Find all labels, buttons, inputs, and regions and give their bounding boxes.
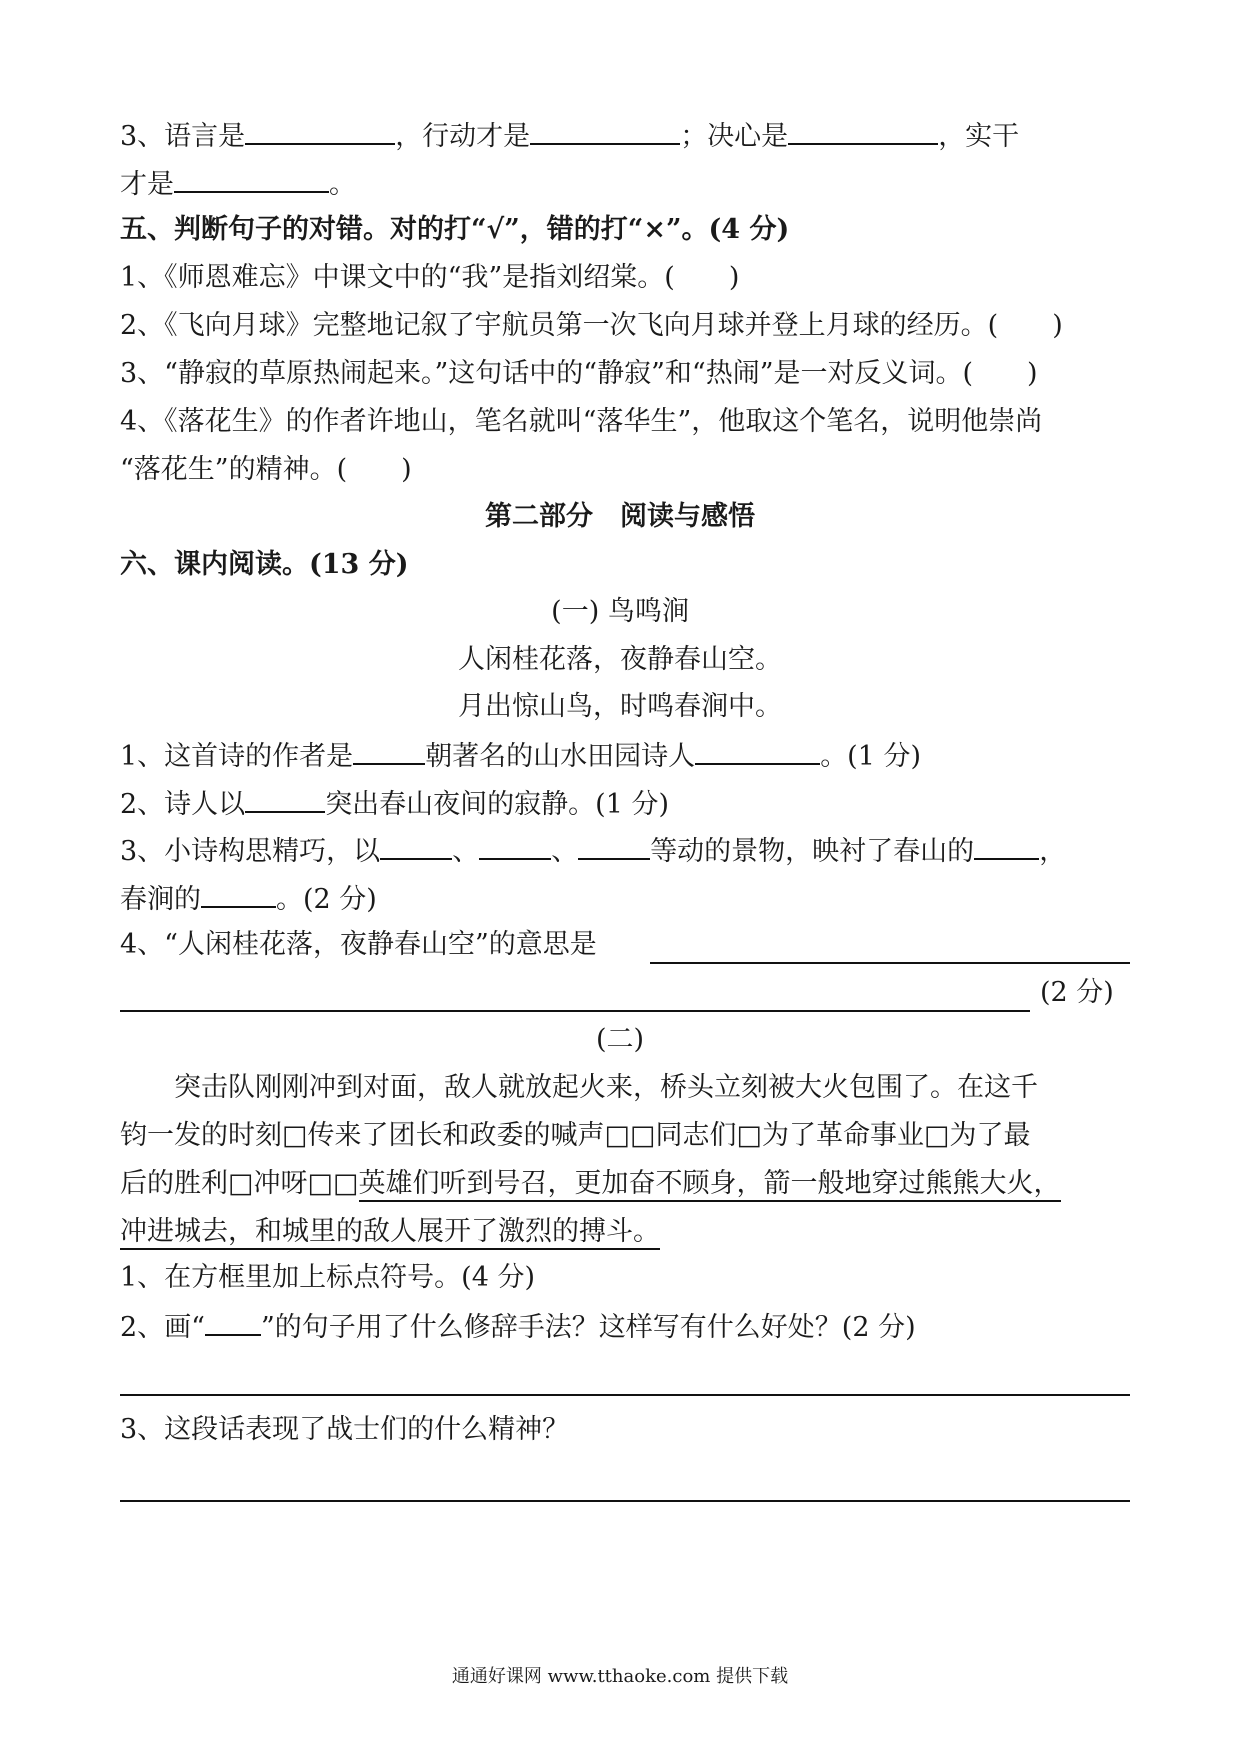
section-5-heading: 五、判断句子的对错。对的打“√”，错的打“×”。(4 分)	[120, 214, 790, 245]
text: 春涧的	[120, 884, 201, 915]
question-4-score: (2 分)	[1040, 977, 1114, 1008]
underlined-sentence: 英雄们听到号召，更加奋不顾身，箭一般地穿过熊熊大火，	[359, 1168, 1061, 1202]
judge-question-4-line-1: 4、《落花生》的作者许地山，笔名就叫“落华生”，他取这个笔名，说明他崇尚	[120, 406, 1043, 437]
text: ；决心是	[680, 121, 789, 152]
text: 。	[329, 169, 356, 200]
question-3-line-1	[120, 115, 1130, 157]
passage-line-4	[120, 1212, 1130, 1252]
text: 3、小诗构思精巧，以	[120, 836, 381, 867]
passage-question-3: 3、这段话表现了战士们的什么精神？	[120, 1414, 570, 1445]
text: 、	[551, 836, 579, 867]
poem-line-1: 人闲桂花落，夜静春山空。	[458, 644, 782, 675]
passage-line-3	[120, 1164, 1130, 1204]
question-3-line-2	[120, 163, 1130, 205]
poem-title: (一) 鸟鸣涧	[551, 596, 689, 627]
answer-blank[interactable]	[353, 735, 425, 765]
passage-question-1: 1、在方框里加上标点符号。(4 分)	[120, 1262, 536, 1293]
section-6-heading: 六、课内阅读。(13 分)	[120, 549, 409, 580]
text: ，实干	[938, 121, 1020, 152]
reading-question-2	[120, 783, 1130, 825]
judge-question-4-line-2: “落花生”的精神。( )	[120, 454, 412, 485]
answer-blank[interactable]	[201, 878, 276, 908]
passage-line-1: 突击队刚刚冲到对面，敌人就放起火来，桥头立刻被大火包围了。在这千	[174, 1072, 1038, 1103]
text: 、	[452, 836, 480, 867]
text: 等动的景物，映衬了春山的	[650, 836, 975, 867]
text: 朝著名的山水田园诗人	[425, 741, 696, 772]
answer-line[interactable]	[650, 962, 1130, 964]
answer-blank[interactable]	[578, 830, 650, 860]
answer-blank[interactable]	[530, 115, 680, 145]
answer-line[interactable]	[120, 1394, 1130, 1396]
reading-question-1	[120, 735, 1130, 777]
footer-watermark: 通通好课网 www.tthaoke.com 提供下载	[451, 1666, 789, 1687]
answer-line[interactable]	[120, 1010, 1030, 1012]
reading-question-3-line-2	[120, 878, 1130, 920]
text: 。(1 分)	[820, 741, 922, 772]
answer-blank[interactable]	[788, 115, 938, 145]
text: 2、画“	[120, 1312, 205, 1343]
text: ，	[1039, 836, 1067, 867]
answer-line[interactable]	[120, 1500, 1130, 1502]
judge-question-3: 3、“静寂的草原热闹起来。”这句话中的“静寂”和“热闹”是一对反义词。( )	[120, 358, 1038, 389]
judge-question-2: 2、《飞向月球》完整地记叙了宇航员第一次飞向月球并登上月球的经历。( )	[120, 310, 1063, 341]
text: 突出春山夜间的寂静。(1 分)	[325, 789, 670, 820]
answer-blank[interactable]	[974, 830, 1039, 860]
answer-blank[interactable]	[380, 830, 452, 860]
answer-blank[interactable]	[245, 783, 325, 813]
answer-blank[interactable]	[695, 735, 820, 765]
text: 2、诗人以	[120, 789, 246, 820]
judge-question-1: 1、《师恩难忘》中课文中的“我”是指刘绍棠。( )	[120, 262, 740, 293]
passage-2-title: (二)	[595, 1024, 645, 1055]
poem-line-2: 月出惊山鸟，时鸣春涧中。	[458, 691, 782, 722]
text: 。(2 分)	[276, 884, 377, 915]
underlined-sentence: 冲进城去，和城里的敌人展开了激烈的搏斗。	[120, 1216, 660, 1250]
answer-blank[interactable]	[174, 163, 329, 193]
answer-blank[interactable]	[245, 115, 395, 145]
underline-sample	[205, 1306, 261, 1336]
passage-line-2: 钧一发的时刻□传来了团长和政委的喊声□□同志们□为了革命事业□为了最	[120, 1120, 1031, 1151]
text: ”的句子用了什么修辞手法？这样写有什么好处？(2 分)	[260, 1312, 916, 1343]
text: ，行动才是	[395, 121, 531, 152]
part-2-title: 第二部分 阅读与感悟	[485, 501, 755, 532]
text: 1、这首诗的作者是	[120, 741, 354, 772]
reading-question-4	[120, 925, 1130, 965]
reading-question-3-line-1	[120, 830, 1130, 872]
text: 4、“人闲桂花落，夜静春山空”的意思是	[120, 929, 597, 960]
passage-question-2	[120, 1306, 1130, 1348]
text: 后的胜利□冲呀□□	[120, 1168, 359, 1199]
text: 3、语言是	[120, 121, 246, 152]
answer-blank[interactable]	[479, 830, 551, 860]
text: 才是	[120, 169, 174, 200]
